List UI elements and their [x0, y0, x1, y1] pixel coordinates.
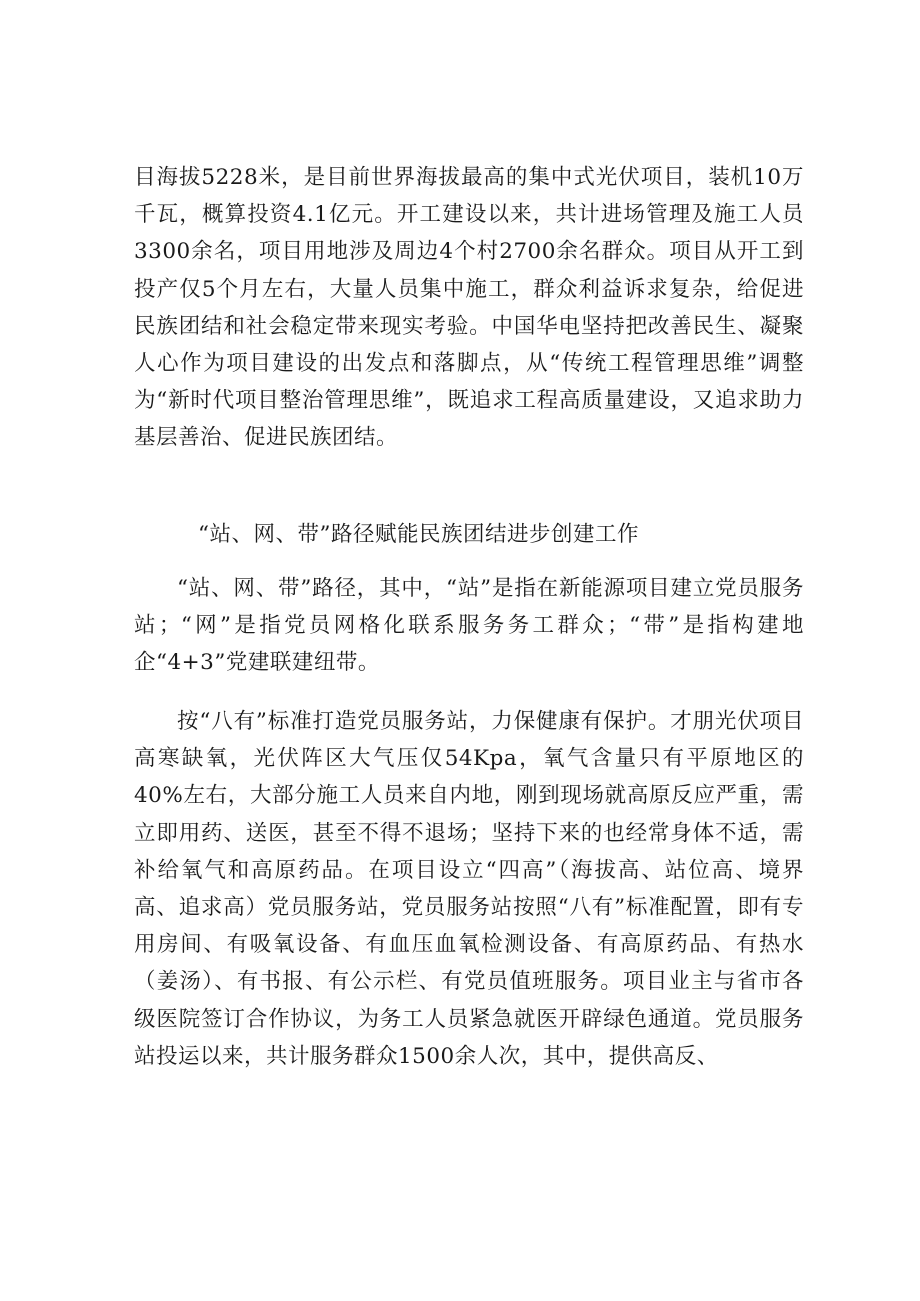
paragraph-project-overview: 目海拔5228米，是目前世界海拔最高的集中式光伏项目，装机10万千瓦，概算投资4.1亿元。开工建设以来，共计进场管理及施工人员3300余名，项目用地涉及周边4个村2700余名群众。项目从开工到投产仅5个月左右，大量人员集中施工，群众利益诉求复杂，给促进民族团结和社会稳定带来现实考验。中国华电坚持把改善民生、凝聚人心作为项目建设的出发点和落脚点，从“传统工程管理思维”调整为“新时代项目整治管理思维”，既追求工程高质量建设，又追求助力基层善治、促进民族团结。	[134, 165, 804, 451]
section-heading: “站、网、带”路径赋能民族团结进步创建工作	[198, 522, 639, 547]
paragraph-service-station: 按“八有”标准打造党员服务站，力保健康有保护。才朋光伏项目高寒缺氧，光伏阵区大气压仅54Kpa，氧气含量只有平原地区的40%左右，大部分施工人员来自内地，刚到现场就高原反应严重，需立即用药、送医，甚至不得不退场；坚持下来的也经常身体不适，需补给氧气和高原药品。在项目设立“四高”（海拔高、站位高、境界高、追求高）党员服务站，党员服务站按照“八有”标准配置，即有专用房间、有吸氧设备、有血压血氧检测设备、有高原药品、有热水（姜汤）、有书报、有公示栏、有党员值班服务。项目业主与省市各级医院签订合作协议，为务工人员紧急就医开辟绿色通道。党员服务站投运以来，共计服务群众1500余人次，其中，提供高反、	[134, 709, 804, 1069]
paragraph-path-definition: “站、网、带”路径，其中，“站”是指在新能源项目建立党员服务站；“网”是指党员网格化联系服务务工群众；“带”是指构建地企“4+3”党建联建纽带。	[134, 576, 804, 676]
